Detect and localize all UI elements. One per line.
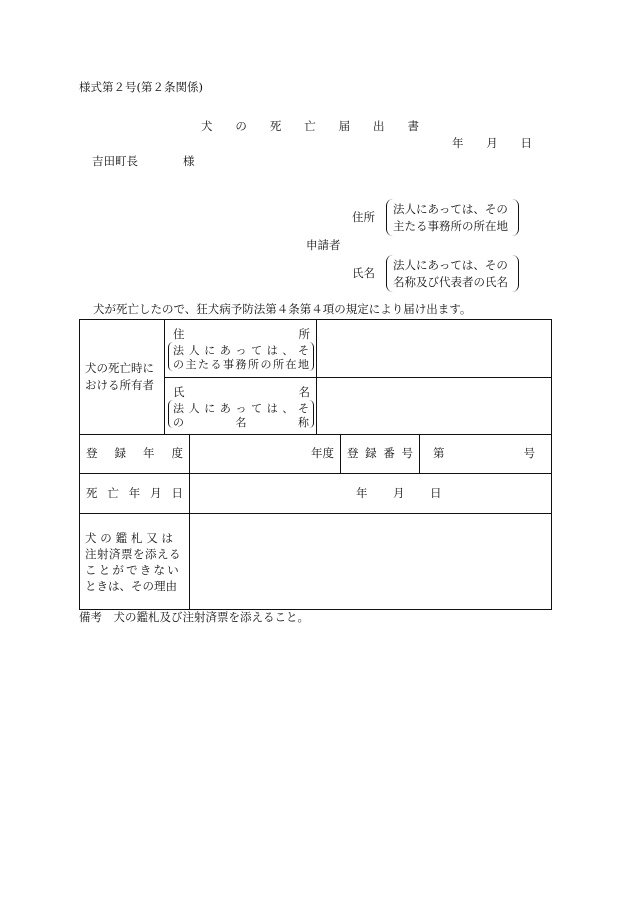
address-label: 住所: [352, 210, 375, 224]
note-char: そ: [298, 344, 309, 357]
form-number: 様式第２号(第２条関係): [79, 80, 203, 94]
note-char: は: [266, 402, 278, 415]
label-char: 亡: [107, 485, 119, 500]
owner-address-note-line2: [173, 359, 309, 370]
name-top-right-char: 名: [298, 385, 310, 399]
note-char: あ: [219, 344, 231, 357]
label-char: 録: [365, 446, 377, 461]
owner-address-label-cell: [165, 320, 317, 378]
applicant-label: 申請者: [306, 238, 341, 252]
note-char: 人: [188, 344, 200, 357]
death-day-char: 日: [430, 485, 442, 500]
note-char: っ: [235, 344, 247, 357]
label-char: 日: [171, 485, 183, 500]
death-month-char: 月: [393, 485, 405, 500]
note-char: 主: [185, 358, 197, 371]
note-char: た: [198, 358, 209, 371]
note-char: あ: [219, 402, 231, 415]
honorific: 様: [183, 154, 195, 168]
note-char: 名: [235, 416, 247, 429]
address-note-line2: 主たる事務所の所在地: [393, 219, 508, 233]
note-char: 所: [248, 358, 259, 371]
death-date-label-cell: [80, 474, 190, 514]
note-char: 所: [273, 358, 284, 371]
death-report-table: [79, 319, 552, 610]
reason-value-cell[interactable]: [190, 514, 552, 610]
date-month-char: 月: [486, 136, 498, 150]
registration-row: [80, 435, 552, 474]
reason-row: [80, 514, 552, 610]
reason-label-line4: ときは、その理由: [85, 578, 177, 593]
note-char: の: [260, 358, 272, 371]
owner-name-note-line1: [173, 403, 309, 414]
name-label: 氏名: [352, 266, 375, 280]
label-char: 号: [401, 446, 413, 461]
owner-address-value-cell[interactable]: [317, 320, 552, 378]
note-char: 務: [235, 358, 247, 371]
registration-number-value-cell[interactable]: [420, 435, 552, 474]
address-note-line1: 法人にあっては、その: [393, 202, 508, 216]
title-char: 届: [338, 119, 351, 133]
death-year-char: 年: [356, 485, 368, 500]
owner-label-cell: [80, 320, 165, 435]
address-top-left-char: 住: [173, 327, 185, 341]
title-char: 書: [407, 119, 419, 133]
note-char: 事: [223, 358, 234, 371]
number-prefix: 第: [433, 446, 445, 461]
date-day-char: 日: [520, 136, 532, 150]
label-char: 月: [150, 485, 162, 500]
note-char: 人: [188, 402, 200, 415]
registration-year-value-cell[interactable]: [190, 435, 341, 474]
death-date-value-cell[interactable]: [190, 474, 552, 514]
title-char: 亡: [304, 119, 316, 133]
note-char: て: [251, 344, 263, 357]
name-note-line1: 法人にあっては、その: [393, 258, 508, 272]
note-char: 在: [285, 358, 297, 371]
note-char: 称: [298, 416, 309, 429]
note-char: っ: [235, 402, 247, 415]
reason-label-line3: ことができない: [85, 562, 181, 577]
label-char: 年: [128, 485, 141, 500]
note-char: 地: [298, 358, 309, 371]
year-suffix: 年度: [311, 446, 334, 461]
title-char: 出: [373, 119, 385, 133]
label-char: 登: [86, 446, 98, 461]
note-char: は: [266, 344, 278, 357]
reason-label-cell: [80, 514, 190, 610]
note-char: 、: [282, 344, 294, 357]
death-date-row: [80, 474, 552, 514]
title-char: 犬: [201, 119, 213, 133]
reason-label-line2: 注射済票を添える: [85, 546, 181, 561]
name-top-left-char: 氏: [173, 385, 185, 399]
owner-label-line1: 犬の死亡時に: [85, 361, 154, 375]
label-char: 年: [143, 446, 155, 461]
label-char: 登: [347, 446, 359, 461]
document-title: [201, 121, 419, 133]
note-char: 法: [173, 344, 184, 357]
note-char: に: [204, 344, 216, 357]
submission-date: [452, 138, 532, 150]
owner-address-row: [80, 320, 552, 378]
registration-year-label-cell: [80, 435, 190, 474]
note-char: 法: [173, 402, 184, 415]
note-char: て: [251, 402, 263, 415]
note-char: に: [204, 402, 216, 415]
owner-name-value-cell[interactable]: [317, 378, 552, 435]
owner-name-note-line2: [173, 417, 309, 428]
owner-address-note-line1: [173, 345, 309, 356]
note-char: 、: [282, 402, 294, 415]
name-note-line2: 名称及び代表者の氏名: [393, 275, 508, 289]
owner-label-line2: おける所有者: [85, 378, 154, 392]
label-char: 番: [383, 446, 395, 461]
registration-number-label-cell: [341, 435, 420, 474]
label-char: 度: [171, 446, 183, 461]
remarks-note: 備考 犬の鑑札及び注射済票を添えること。: [79, 610, 309, 624]
note-char: の: [173, 358, 184, 371]
statement: 犬が死亡したので、狂犬病予防法第４条第４項の規定により届け出ます。: [93, 302, 472, 316]
title-char: の: [235, 119, 247, 133]
note-char: の: [173, 416, 184, 429]
owner-name-label-cell: [165, 378, 317, 435]
reason-label-line1: 犬の鑑札又は: [85, 530, 177, 545]
label-char: 録: [114, 446, 126, 461]
address-top-right-char: 所: [298, 327, 310, 341]
number-suffix: 号: [523, 446, 536, 461]
date-year-char: 年: [452, 136, 464, 150]
note-char: そ: [298, 402, 309, 415]
title-char: 死: [269, 119, 282, 133]
label-char: 死: [86, 485, 98, 500]
note-char: る: [210, 358, 222, 371]
addressee: 吉田町長: [92, 154, 138, 168]
